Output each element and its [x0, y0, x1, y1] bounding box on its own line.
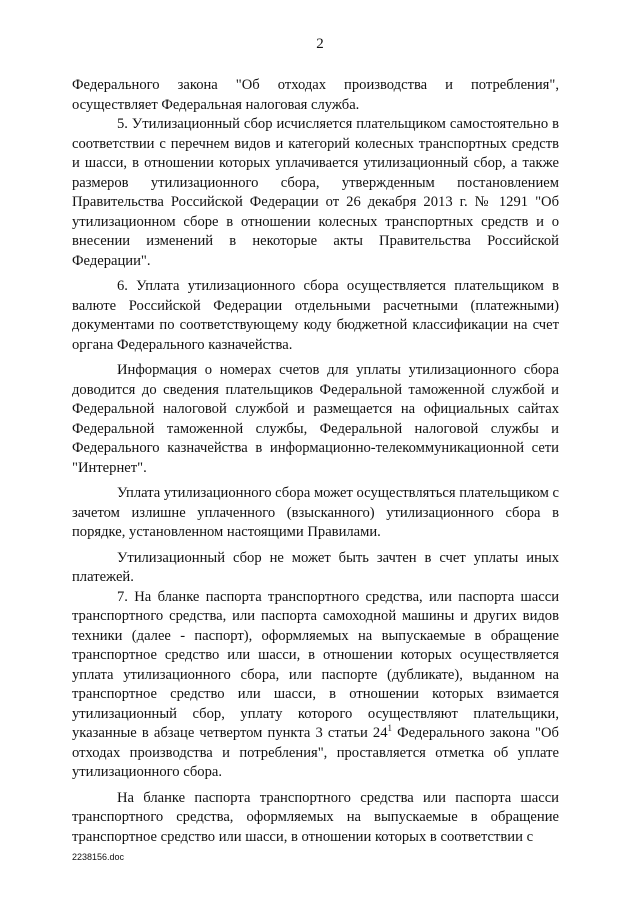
- page-number: 2: [316, 36, 324, 52]
- paragraph-offset-payment: Уплата утилизационного сбора может осуществляться плательщиком с зачетом излишне уплаченного (взысканного) утилизационного сбора в порядке, установленном настоящими Правилами.: [72, 485, 560, 540]
- paragraph-item-7: [72, 588, 559, 783]
- superscript-article: 1: [387, 723, 393, 733]
- paragraph-continuation: Федерального закона "Об отходах производства и потребления", осуществляет Федеральная налоговая служба.: [72, 77, 559, 113]
- paragraph-no-offset: Утилизационный сбор не может быть зачтен в счет уплаты иных платежей.: [72, 549, 559, 585]
- paragraph-item-7-tail: Федерального закона "Об отходах производства и потребления", проставляется отметка об уплате утилизационного сбора.: [72, 725, 559, 780]
- document-body: [72, 76, 559, 847]
- paragraph-item-7-text: 7. На бланке паспорта транспортного средства, или паспорта шасси транспортного средства, или паспорта самоходной машины и других видов техники (далее - паспорт), оформляемых на выпускаемые в обращение транспортное средство или шасси, в отношении которых осуществляется уплата утилизационного сбора, или паспорте (дубликате), выданном на транспортное средство или шасси, в отношении которых взимается утилизационный сбор, уплату которого осуществляют плательщики, указанные в абзаце четвертом пункта 3 статьи 24: [72, 588, 559, 741]
- file-name-footer: 2238156.doc: [72, 852, 125, 862]
- paragraph-accounts-info: Информация о номерах счетов для уплаты утилизационного сбора доводится до сведения плательщиков Федеральной таможенной службой и Федеральной налоговой службой и размещается на официальных сайтах Федеральной таможенной службы, Федеральной налоговой службы и Федерального казначейства в информационно-телекоммуникационной сети "Интернет".: [72, 362, 559, 476]
- paragraph-passport-blank: На бланке паспорта транспортного средства или паспорта шасси транспортного средства, оформляемых на выпускаемые в обращение транспортное средство или шасси, в отношении которых в соответствии с: [72, 789, 559, 845]
- paragraph-item-6: 6. Уплата утилизационного сбора осуществляется плательщиком в валюте Российской Федерации отдельными расчетными (платежными) документами по соответствующему коду бюджетной классификации на счет органа Федерального казначейства.: [72, 278, 559, 353]
- paragraph-item-5: 5. Утилизационный сбор исчисляется плательщиком самостоятельно в соответствии с перечнем видов и категорий колесных транспортных средств и шасси, в отношении которых уплачивается утилизационный сбор, а также размеров утилизационного сбора, утвержденным постановлением Правительства Российской Федерации от 26 декабря 2013 г. № 1291 "Об утилизационном сборе в отношении колесных транспортных средств и о внесении изменений в некоторые акты Правительства Российской Федерации".: [72, 116, 559, 269]
